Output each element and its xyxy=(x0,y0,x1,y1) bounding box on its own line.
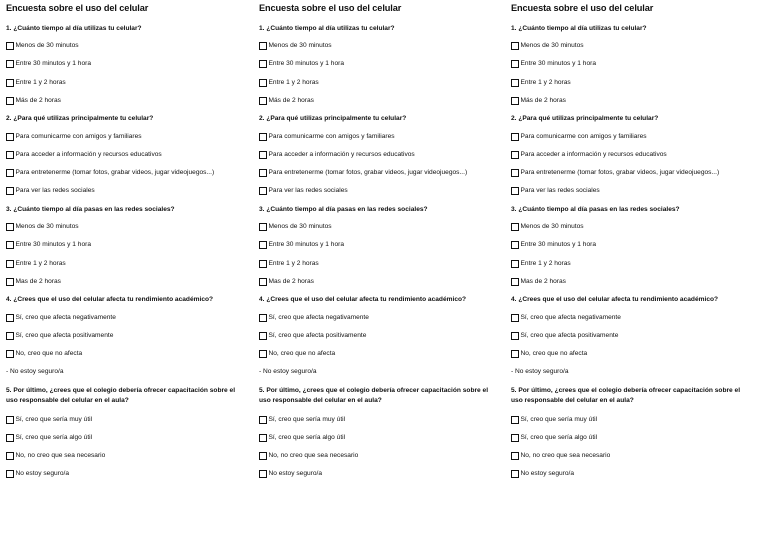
q1-option-1[interactable] xyxy=(6,41,79,51)
q2-option-1[interactable] xyxy=(259,132,395,142)
q4-option-3[interactable] xyxy=(511,349,587,359)
q2-option-2[interactable] xyxy=(6,150,162,160)
survey-title: Encuesta sobre el uso del celular xyxy=(259,3,402,13)
checkbox[interactable] xyxy=(6,452,14,460)
q1-option-2[interactable] xyxy=(6,59,91,69)
option-label: Entre 1 y 2 horas xyxy=(520,260,571,267)
option-label: No, creo que no afecta xyxy=(268,350,336,357)
option-label: Para ver las redes sociales xyxy=(268,187,348,194)
option-label: No, no creo que sea necesario xyxy=(268,452,359,459)
option-label: Menos de 30 minutos xyxy=(268,223,332,230)
checkbox[interactable] xyxy=(6,133,14,141)
checkbox[interactable] xyxy=(511,314,519,322)
q2-option-3[interactable] xyxy=(259,168,467,178)
option-label: Entre 1 y 2 horas xyxy=(15,79,66,86)
q2-option-2[interactable] xyxy=(259,150,415,160)
checkbox[interactable] xyxy=(511,42,519,50)
checkbox[interactable] xyxy=(6,314,14,322)
checkbox[interactable] xyxy=(259,187,267,195)
q2-option-3[interactable] xyxy=(511,168,719,178)
q4-option-2[interactable] xyxy=(259,331,366,341)
option-label: Sí, creo que afecta positivamente xyxy=(15,332,114,339)
option-label: Entre 30 minutos y 1 hora xyxy=(15,60,92,67)
option-label: Sí, creo que afecta negativamente xyxy=(15,314,116,321)
option-label: Sí, creo que afecta positivamente xyxy=(520,332,619,339)
option-label: Menos de 30 minutos xyxy=(15,223,79,230)
option-label: Entre 30 minutos y 1 hora xyxy=(520,241,597,248)
checkbox[interactable] xyxy=(6,278,14,286)
checkbox[interactable] xyxy=(6,434,14,442)
q5-option-1[interactable] xyxy=(511,415,597,425)
question-4-heading: 4. ¿Crees que el uso del celular afecta tu rendimiento académico? xyxy=(259,296,467,303)
question-3-heading: 3. ¿Cuánto tiempo al día pasas en las redes sociales? xyxy=(511,206,680,213)
checkbox[interactable] xyxy=(6,223,14,231)
question-1-heading: 1. ¿Cuánto tiempo al día utilizas tu celular? xyxy=(511,25,647,32)
option-label: Sí, creo que afecta positivamente xyxy=(268,332,367,339)
checkbox[interactable] xyxy=(511,416,519,424)
checkbox[interactable] xyxy=(511,169,519,177)
checkbox[interactable] xyxy=(259,260,267,268)
option-label: Menos de 30 minutos xyxy=(268,42,332,49)
option-label: No, creo que no afecta xyxy=(15,350,83,357)
checkbox[interactable] xyxy=(259,452,267,460)
checkbox[interactable] xyxy=(511,79,519,87)
option-label: Para entretenerme (tomar fotos, grabar videos, jugar videojuegos...) xyxy=(268,169,468,176)
q4-option-3[interactable] xyxy=(6,349,82,359)
option-label: Sí, creo que afecta negativamente xyxy=(520,314,621,321)
q2-option-4[interactable] xyxy=(511,186,600,196)
q4-option-1[interactable] xyxy=(6,313,116,323)
checkbox[interactable] xyxy=(6,169,14,177)
option-label: No, no creo que sea necesario xyxy=(520,452,611,459)
q5-option-4[interactable] xyxy=(259,469,322,479)
option-label: Para entretenerme (tomar fotos, grabar videos, jugar videojuegos...) xyxy=(15,169,215,176)
checkbox[interactable] xyxy=(259,97,267,105)
q5-option-4[interactable] xyxy=(511,469,574,479)
checkbox[interactable] xyxy=(511,434,519,442)
q2-option-1[interactable] xyxy=(6,132,142,142)
question-1-heading: 1. ¿Cuánto tiempo al día utilizas tu celular? xyxy=(6,25,142,32)
checkbox[interactable] xyxy=(6,151,14,159)
option-label: Más de 2 horas xyxy=(520,97,566,104)
checkbox[interactable] xyxy=(511,452,519,460)
q5-option-4[interactable] xyxy=(6,469,69,479)
option-label: Sí, creo que sería muy útil xyxy=(520,416,598,423)
q1-option-3[interactable] xyxy=(6,78,66,88)
q3-option-2[interactable] xyxy=(511,240,596,250)
question-4-heading: 4. ¿Crees que el uso del celular afecta tu rendimiento académico? xyxy=(6,296,214,303)
q3-option-1[interactable] xyxy=(6,222,79,232)
option-label: Entre 1 y 2 horas xyxy=(268,260,319,267)
option-label: No estoy seguro/a xyxy=(15,470,70,477)
checkbox[interactable] xyxy=(259,42,267,50)
option-label: Para acceder a información y recursos educativos xyxy=(15,151,162,158)
survey-title: Encuesta sobre el uso del celular xyxy=(511,3,654,13)
q5-option-3[interactable] xyxy=(511,451,610,461)
q3-option-3[interactable] xyxy=(259,259,319,269)
q1-option-4[interactable] xyxy=(511,96,566,106)
q4-option-2[interactable] xyxy=(6,331,113,341)
q4-option-4 xyxy=(6,367,64,377)
checkbox[interactable] xyxy=(259,151,267,159)
checkbox[interactable] xyxy=(259,133,267,141)
checkbox[interactable] xyxy=(259,241,267,249)
option-label: Para ver las redes sociales xyxy=(15,187,95,194)
checkbox[interactable] xyxy=(511,187,519,195)
q2-option-1[interactable] xyxy=(511,132,647,142)
q3-option-3[interactable] xyxy=(511,259,571,269)
q3-option-2[interactable] xyxy=(259,240,344,250)
q3-option-3[interactable] xyxy=(6,259,66,269)
checkbox[interactable] xyxy=(511,241,519,249)
checkbox[interactable] xyxy=(511,151,519,159)
checkbox[interactable] xyxy=(6,332,14,340)
q1-option-4[interactable] xyxy=(6,96,61,106)
option-label: Más de 2 horas xyxy=(15,97,61,104)
option-label: Para comunicarme con amigos y familiares xyxy=(15,133,142,140)
checkbox[interactable] xyxy=(511,350,519,358)
q4-option-3[interactable] xyxy=(259,349,335,359)
q3-option-1[interactable] xyxy=(511,222,584,232)
checkbox[interactable] xyxy=(511,470,519,478)
option-label: Para acceder a información y recursos educativos xyxy=(520,151,667,158)
option-label: Más de 2 horas xyxy=(268,97,314,104)
q1-option-3[interactable] xyxy=(259,78,319,88)
q2-option-3[interactable] xyxy=(6,168,214,178)
option-label: Menos de 30 minutos xyxy=(520,42,584,49)
q5-option-2[interactable] xyxy=(6,433,92,443)
q4-option-1[interactable] xyxy=(511,313,621,323)
option-label: No estoy seguro/a xyxy=(520,470,575,477)
option-label: Entre 30 minutos y 1 hora xyxy=(15,241,92,248)
option-label: No, creo que no afecta xyxy=(520,350,588,357)
option-label: Entre 1 y 2 horas xyxy=(15,260,66,267)
checkbox[interactable] xyxy=(259,434,267,442)
option-label: Para comunicarme con amigos y familiares xyxy=(520,133,647,140)
checkbox[interactable] xyxy=(259,332,267,340)
question-3-heading: 3. ¿Cuánto tiempo al día pasas en las redes sociales? xyxy=(259,206,428,213)
survey-title: Encuesta sobre el uso del celular xyxy=(6,3,149,13)
checkbox[interactable] xyxy=(259,470,267,478)
q5-option-1[interactable] xyxy=(259,415,345,425)
checkbox[interactable] xyxy=(6,260,14,268)
question-5-heading: 5. Por último, ¿crees que el colegio debería ofrecer capacitación sobre el uso responsable del celular en el aula? xyxy=(511,387,741,404)
option-label: Para comunicarme con amigos y familiares xyxy=(268,133,395,140)
option-label: Mas de 2 horas xyxy=(268,278,314,285)
q5-option-3[interactable] xyxy=(259,451,358,461)
q1-option-2[interactable] xyxy=(259,59,344,69)
q5-option-3[interactable] xyxy=(6,451,105,461)
q1-option-1[interactable] xyxy=(511,41,584,51)
q1-option-1[interactable] xyxy=(259,41,332,51)
q1-option-3[interactable] xyxy=(511,78,571,88)
q5-option-2[interactable] xyxy=(511,433,597,443)
checkbox[interactable] xyxy=(6,350,14,358)
option-label: Sí, creo que sería algo útil xyxy=(268,434,346,441)
q4-option-2[interactable] xyxy=(511,331,618,341)
question-4-heading: 4. ¿Crees que el uso del celular afecta tu rendimiento académico? xyxy=(511,296,719,303)
option-label: Mas de 2 horas xyxy=(520,278,566,285)
checkbox[interactable] xyxy=(6,97,14,105)
option-label: - No estoy seguro/a xyxy=(511,368,569,375)
checkbox[interactable] xyxy=(6,79,14,87)
option-label: - No estoy seguro/a xyxy=(259,368,317,375)
checkbox[interactable] xyxy=(259,416,267,424)
checkbox[interactable] xyxy=(6,187,14,195)
question-2-heading: 2. ¿Para qué utilizas principalmente tu celular? xyxy=(511,115,659,122)
option-label: Para ver las redes sociales xyxy=(520,187,600,194)
q2-option-2[interactable] xyxy=(511,150,667,160)
option-label: Entre 30 minutos y 1 hora xyxy=(268,241,345,248)
question-2-heading: 2. ¿Para qué utilizas principalmente tu celular? xyxy=(6,115,154,122)
option-label: Sí, creo que sería algo útil xyxy=(15,434,93,441)
question-5-heading: 5. Por último, ¿crees que el colegio debería ofrecer capacitación sobre el uso responsable del celular en el aula? xyxy=(6,387,236,404)
checkbox[interactable] xyxy=(511,278,519,286)
q5-option-1[interactable] xyxy=(6,415,92,425)
q3-option-4[interactable] xyxy=(6,277,61,287)
checkbox[interactable] xyxy=(259,223,267,231)
option-label: Sí, creo que sería muy útil xyxy=(15,416,93,423)
option-label: No estoy seguro/a xyxy=(268,470,323,477)
checkbox[interactable] xyxy=(511,97,519,105)
option-label: Entre 30 minutos y 1 hora xyxy=(268,60,345,67)
q5-option-2[interactable] xyxy=(259,433,345,443)
q4-option-4 xyxy=(259,367,317,377)
q3-option-1[interactable] xyxy=(259,222,332,232)
option-label: Sí, creo que afecta negativamente xyxy=(268,314,369,321)
q2-option-4[interactable] xyxy=(259,186,348,196)
checkbox[interactable] xyxy=(259,169,267,177)
checkbox[interactable] xyxy=(259,350,267,358)
q1-option-4[interactable] xyxy=(259,96,314,106)
q3-option-4[interactable] xyxy=(259,277,314,287)
option-label: - No estoy seguro/a xyxy=(6,368,64,375)
checkbox[interactable] xyxy=(6,416,14,424)
checkbox[interactable] xyxy=(6,241,14,249)
question-3-heading: 3. ¿Cuánto tiempo al día pasas en las redes sociales? xyxy=(6,206,175,213)
question-5-heading: 5. Por último, ¿crees que el colegio debería ofrecer capacitación sobre el uso responsable del celular en el aula? xyxy=(259,387,489,404)
checkbox[interactable] xyxy=(259,278,267,286)
checkbox[interactable] xyxy=(6,470,14,478)
checkbox[interactable] xyxy=(259,314,267,322)
option-label: No, no creo que sea necesario xyxy=(15,452,106,459)
option-label: Menos de 30 minutos xyxy=(15,42,79,49)
q1-option-2[interactable] xyxy=(511,59,596,69)
q3-option-2[interactable] xyxy=(6,240,91,250)
option-label: Para entretenerme (tomar fotos, grabar videos, jugar videojuegos...) xyxy=(520,169,720,176)
option-label: Sí, creo que sería muy útil xyxy=(268,416,346,423)
option-label: Para acceder a información y recursos educativos xyxy=(268,151,415,158)
checkbox[interactable] xyxy=(511,133,519,141)
option-label: Mas de 2 horas xyxy=(15,278,61,285)
checkbox[interactable] xyxy=(259,60,267,68)
option-label: Entre 1 y 2 horas xyxy=(268,79,319,86)
checkbox[interactable] xyxy=(259,79,267,87)
q4-option-1[interactable] xyxy=(259,313,369,323)
checkbox[interactable] xyxy=(6,42,14,50)
question-1-heading: 1. ¿Cuánto tiempo al día utilizas tu celular? xyxy=(259,25,395,32)
checkbox[interactable] xyxy=(511,60,519,68)
option-label: Entre 30 minutos y 1 hora xyxy=(520,60,597,67)
option-label: Menos de 30 minutos xyxy=(520,223,584,230)
checkbox[interactable] xyxy=(511,223,519,231)
q3-option-4[interactable] xyxy=(511,277,566,287)
checkbox[interactable] xyxy=(6,60,14,68)
option-label: Entre 1 y 2 horas xyxy=(520,79,571,86)
checkbox[interactable] xyxy=(511,332,519,340)
checkbox[interactable] xyxy=(511,260,519,268)
q4-option-4 xyxy=(511,367,569,377)
q2-option-4[interactable] xyxy=(6,186,95,196)
question-2-heading: 2. ¿Para qué utilizas principalmente tu celular? xyxy=(259,115,407,122)
option-label: Sí, creo que sería algo útil xyxy=(520,434,598,441)
